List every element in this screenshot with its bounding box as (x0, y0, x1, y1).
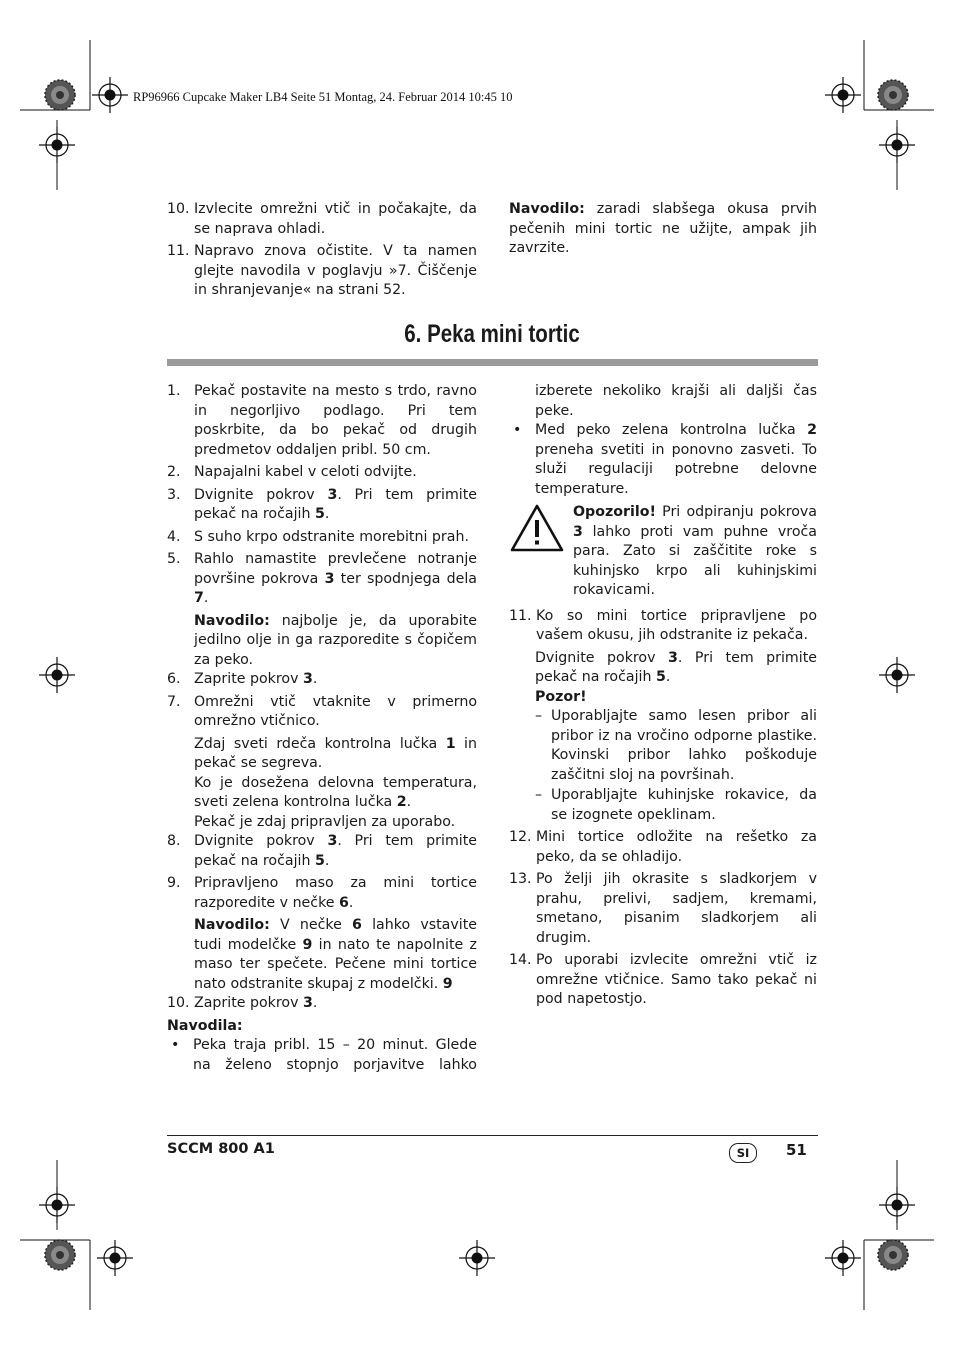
list-item: 14. Po uporabi izvlecite omrežni vtič iz omrežne vtičnice. Samo tako pekač ni pod napetostjo. (509, 952, 817, 1007)
list-item: 8. Dvignite pokrov 3. Pri tem primite pekač na ročajih 5. (167, 833, 477, 869)
list-item: 7. Omrežni vtič vtaknite v primerno omrežno vtičnico. (167, 693, 477, 729)
warning-block: Opozorilo! Pri odpiranju pokrova 3 lahko proti vam puhne vroča para. Zato si zaščitite roke s kuhinjsko krpo ali kuhinjskimi rokavicami. (509, 503, 817, 601)
bullet-item: • Med peko zelena kontrolna lučka 2 preneha svetiti in ponovno zasveti. To služi regulaciji potrebne delovne temperature. (509, 421, 817, 499)
footer-model: SCCM 800 A1 (167, 1141, 275, 1157)
language-badge: SI (729, 1143, 757, 1163)
list-item: 10. Zaprite pokrov 3. (167, 995, 318, 1011)
dash-item: – Uporabljajte kuhinjske rokavice, da se izognete opeklinam. (535, 787, 817, 823)
list-item: 11. Ko so mini tortice pripravljene po vašem okusu, jih odstranite iz pekača. (509, 607, 817, 643)
list-item: 5. Rahlo namastite prevlečene notranje površine pokrova 3 ter spodnjega dela 7. (167, 551, 477, 606)
list-item: 12. Mini tortice odložite na rešetko za peko, da se ohladijo. (509, 829, 817, 865)
note-paragraph: Navodilo: najbolje je, da uporabite jedilno olje in ga razporedite s čopičem za peko. (194, 612, 477, 668)
dash-item: – Uporabljajte samo lesen pribor ali pribor iz na vročino odporne plastike. Kovinski pribor lahko poškoduje zaščitni sloj na površinah. (535, 708, 817, 783)
list-item: 13. Po želji jih okrasite s sladkorjem v prahu, prelivi, sadjem, kremami, smetano, pisanim sladkorjem ali drugim. (509, 871, 817, 946)
list-item: 6. Zaprite pokrov 3. (167, 671, 318, 687)
notes-heading: Navodila: (167, 1017, 243, 1034)
list-item: 1. Pekač postavite na mesto s trdo, ravno in negorljivo podlago. Pri tem poskrbite, da bo pekač od drugih predmetov oddaljen pribl. 50 cm. (167, 383, 477, 458)
list-item: 3. Dvignite pokrov 3. Pri tem primite pekač na ročajih 5. (167, 486, 477, 522)
note-paragraph: Navodilo: V nečke 6 lahko vstavite tudi modelčke 9 in nato te napolnite z maso ter spečete. Pečene mini tortice nato odstranite skupaj z modelčki. 9 (194, 917, 477, 992)
page-number: 51 (786, 1141, 807, 1159)
list-item: 10. Izvlecite omrežni vtič in počakajte, da se naprava ohladi. (167, 201, 477, 237)
sub-paragraph: Pekač je zdaj pripravljen za uporabo. (194, 813, 456, 830)
bullet-dot: • (513, 422, 522, 438)
bullet-dot: • (171, 1037, 180, 1053)
list-item: 9. Pripravljeno maso za mini tortice razporedite v nečke 6. (167, 875, 477, 911)
print-header: RP96966 Cupcake Maker LB4 Seite 51 Montag, 24. Februar 2014 10:45 10 (133, 90, 513, 104)
list-item: 4. S suho krpo odstranite morebitni prah. (167, 528, 469, 545)
sub-paragraph: Ko je dosežena delovna temperatura, sveti zelena kontrolna lučka 2. (194, 774, 477, 810)
bullet-continuation: izberete nekoliko krajši ali daljši čas peke. (535, 383, 817, 419)
sub-paragraph: Zdaj sveti rdeča kontrolna lučka 1 in pekač se segreva. (194, 735, 477, 771)
caution-heading: Pozor! (535, 688, 587, 705)
note-paragraph: Navodilo: zaradi slabšega okusa prvih pečenih mini tortic ne užijte, ampak jih zavrzite. (509, 201, 817, 256)
section-title: 6. Peka mini tortic (404, 320, 580, 348)
list-item: 2. Napajalni kabel v celoti odvijte. (167, 464, 417, 480)
sub-paragraph: Dvignite pokrov 3. Pri tem primite pekač na ročajih 5. (535, 649, 817, 685)
bullet-item: • Peka traja pribl. 15 – 20 minut. Glede na želeno stopnjo porjavitve lahko (167, 1036, 477, 1075)
list-item: 11. Napravo znova očistite. V ta namen glejte navodila v poglavju »7. Čiščenje in shranjevanje« na strani 52. (167, 243, 477, 298)
